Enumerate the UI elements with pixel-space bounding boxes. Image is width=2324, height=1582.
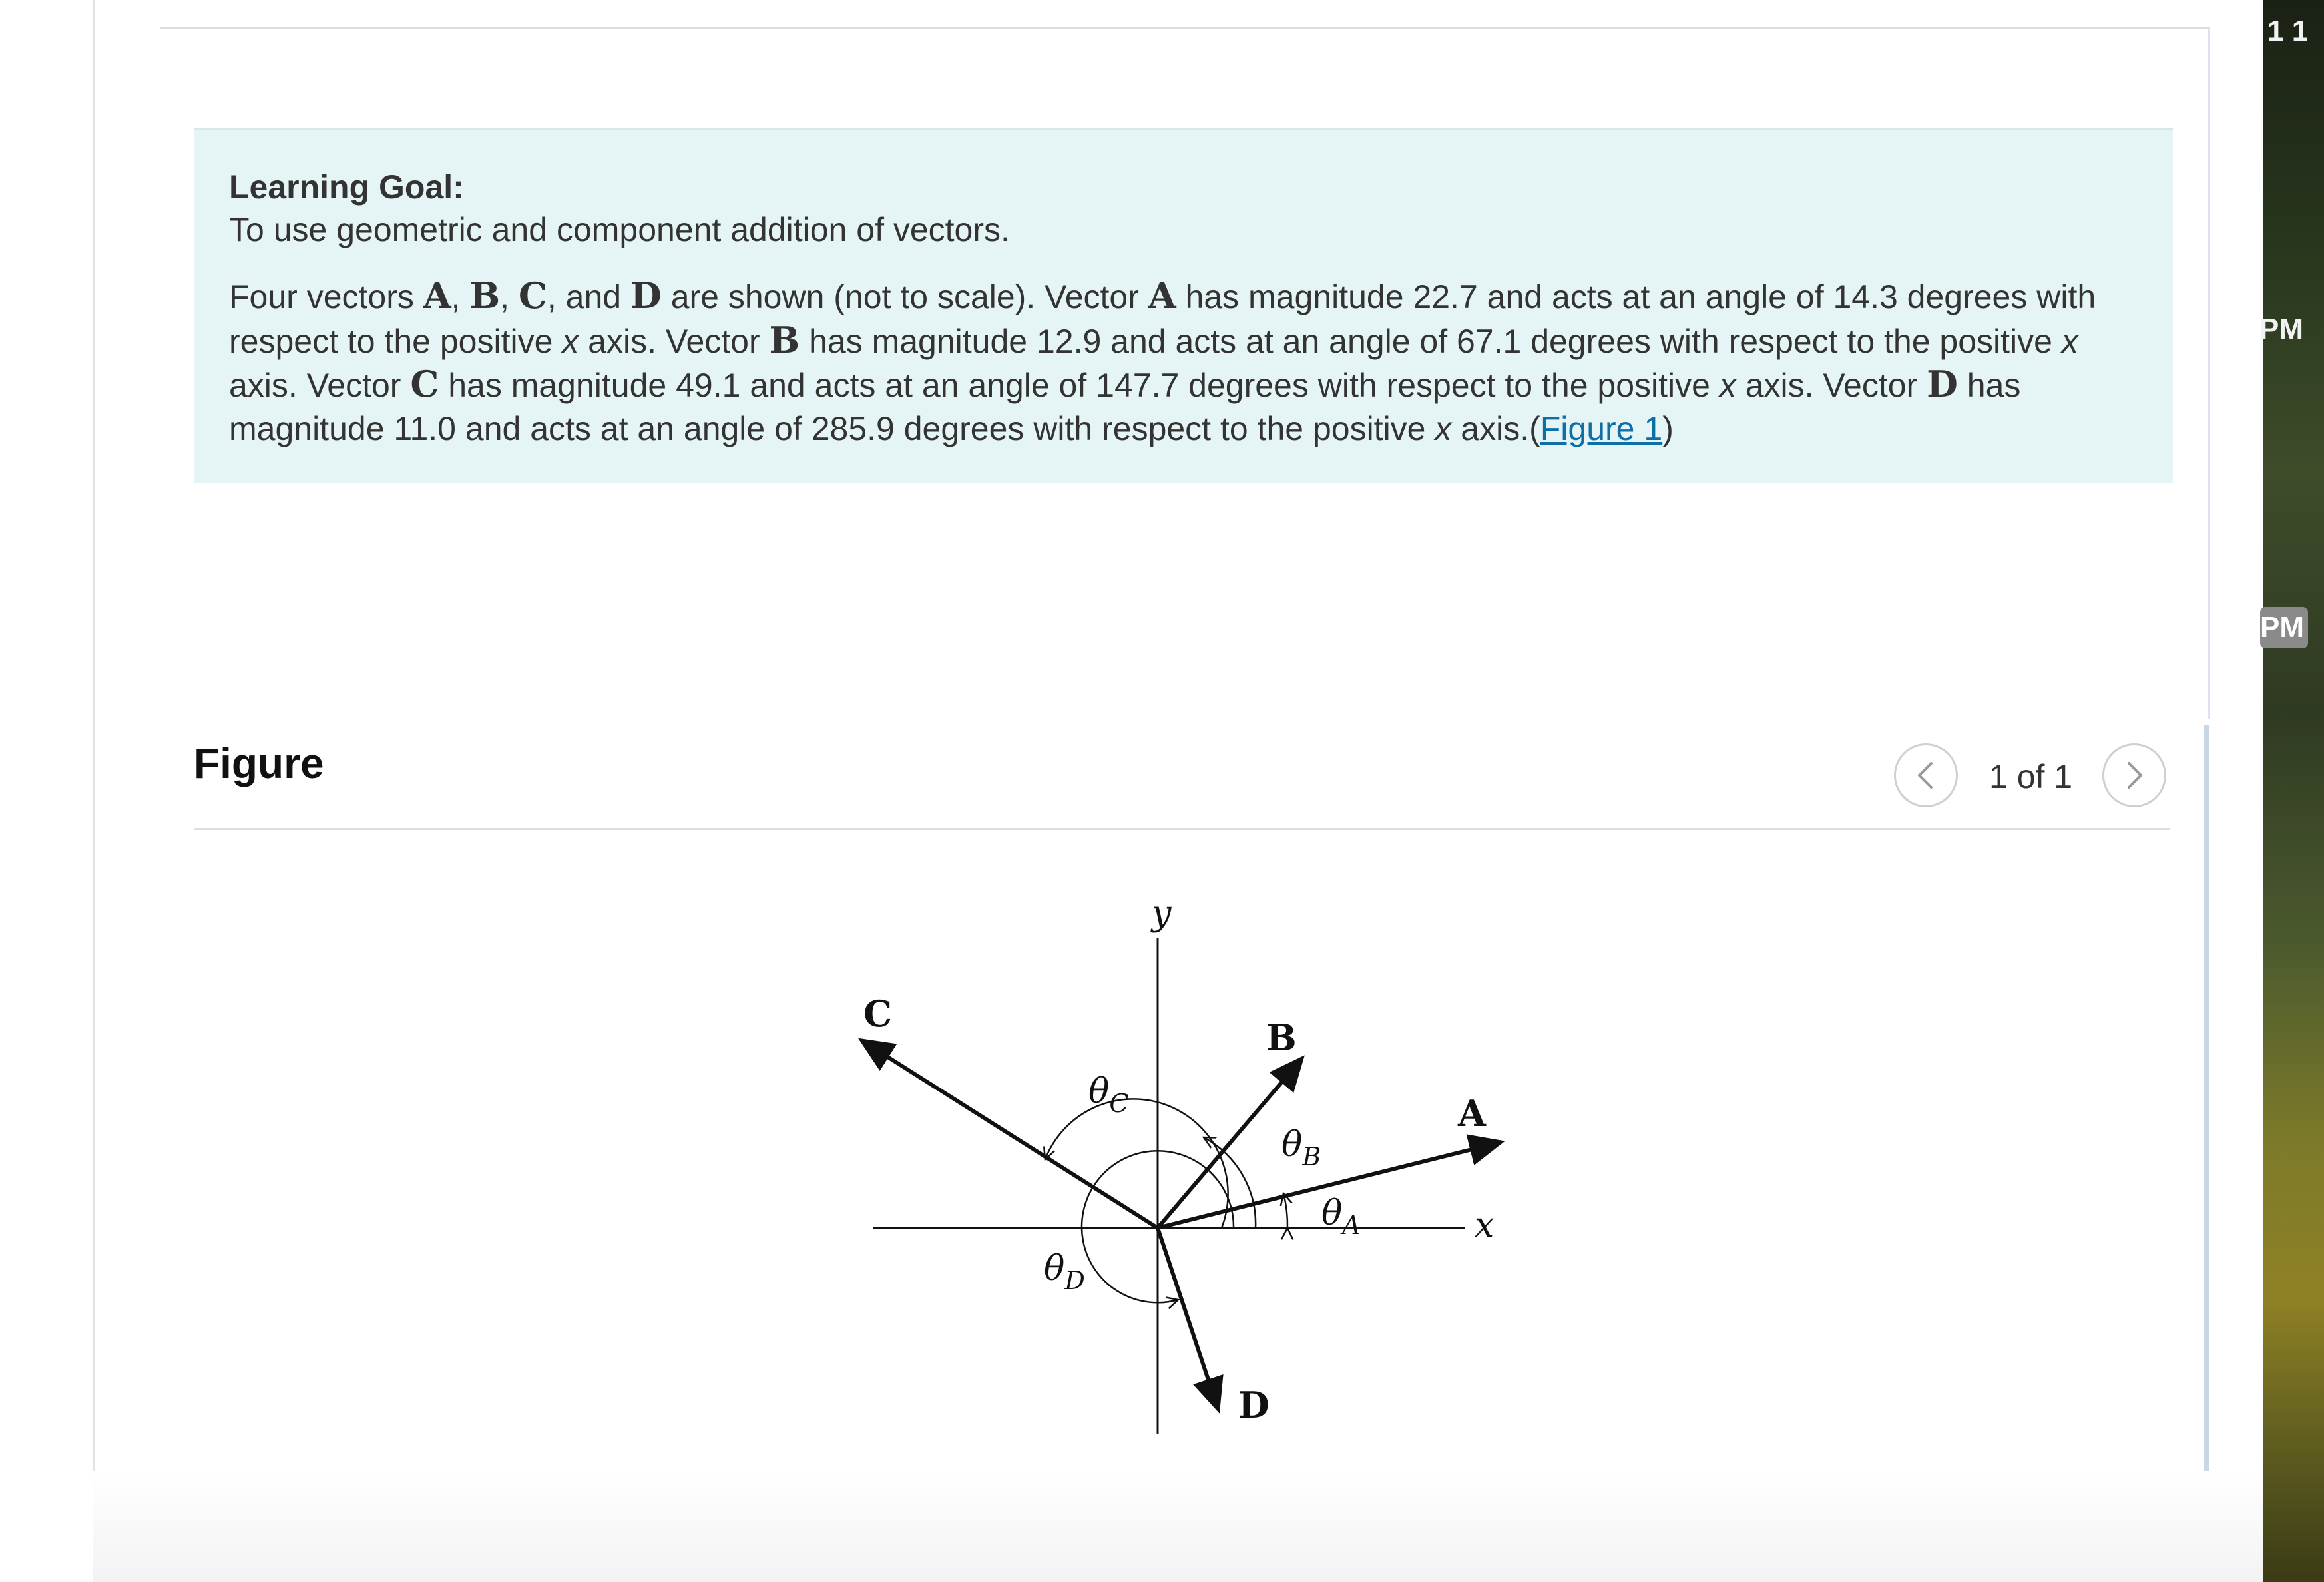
x-variable: x: [2061, 322, 2078, 360]
x-axis-label: x: [1475, 1205, 1495, 1245]
para-text: axis. Vector: [229, 367, 411, 404]
theta-c-subscript: C: [1109, 1089, 1129, 1118]
theta-a-subscript: A: [1342, 1211, 1361, 1240]
vector-d-arrow: [1158, 1228, 1218, 1410]
vector-c-label: C: [863, 992, 892, 1035]
theta-b-label: [1281, 1125, 1321, 1171]
scrollbar-track[interactable]: [2204, 725, 2209, 1531]
para-text: ,: [451, 278, 470, 315]
theta-d-label: [1044, 1249, 1085, 1295]
para-text: has magnitude 49.1 and acts at an angle of 147.7 degrees with respect to the positive: [439, 367, 1720, 404]
learning-goal-title: Learning Goal:: [229, 168, 464, 206]
chevron-right-icon: [2104, 745, 2164, 805]
theta-symbol: θ: [1044, 1249, 1065, 1288]
vector-symbol-c: C: [410, 363, 439, 405]
para-text: axis.(: [1451, 409, 1540, 447]
vector-symbol-d: D: [630, 274, 662, 317]
x-variable: x: [1719, 367, 1736, 404]
angle-arc-a: [1283, 1193, 1287, 1228]
theta-b-subscript: B: [1302, 1142, 1321, 1171]
para-text: Four vectors: [229, 278, 423, 315]
para-text: axis. Vector: [579, 322, 770, 360]
vector-symbol-a: A: [1148, 274, 1176, 317]
theta-symbol: θ: [1281, 1125, 1303, 1165]
left-gutter: [0, 0, 95, 1582]
para-text: ): [1662, 409, 1674, 447]
figure-1-link[interactable]: Figure 1: [1540, 409, 1663, 447]
para-text: has magnitude 22.7 and acts at an angle of 14.3 degrees with respect to the positive: [229, 278, 2096, 360]
vector-a-label: A: [1458, 1092, 1486, 1135]
theta-a-label: [1321, 1193, 1361, 1240]
theta-symbol: θ: [1321, 1193, 1343, 1233]
para-text: , and: [547, 278, 630, 315]
learning-goal-panel: [194, 128, 2173, 483]
para-text: has magnitude 12.9 and acts at an angle of 67.1 degrees with respect to the positive: [800, 322, 2062, 360]
figure-pager-count: 1 of 1: [1989, 758, 2073, 795]
right-border: [2208, 27, 2210, 719]
para-text: ,: [500, 278, 519, 315]
figure-heading: Figure: [194, 739, 324, 787]
theta-symbol: θ: [1088, 1072, 1110, 1111]
next-figure-button[interactable]: [2102, 743, 2166, 807]
y-axis-label: y: [1152, 894, 1172, 934]
theta-d-subscript: D: [1064, 1266, 1085, 1295]
desktop-background: [2259, 0, 2324, 1582]
previous-figure-button[interactable]: [1894, 743, 1958, 807]
bottom-fade: [93, 1471, 2263, 1582]
vector-symbol-a: A: [423, 274, 451, 317]
para-text: axis. Vector: [1736, 367, 1927, 404]
vector-symbol-d: D: [1927, 363, 1958, 405]
learning-goal-subtitle: To use geometric and component addition of vectors.: [229, 211, 1010, 248]
vector-symbol-b: B: [469, 274, 501, 317]
vector-d-label: D: [1238, 1384, 1270, 1426]
vector-symbol-b: B: [769, 318, 800, 361]
vector-symbol-c: C: [518, 274, 547, 317]
desktop-pm-label: PM: [2259, 313, 2303, 345]
figure-divider: [194, 828, 2170, 830]
top-divider: [160, 27, 2210, 29]
desktop-pm-badge: PM: [2260, 607, 2308, 648]
x-variable: x: [562, 322, 579, 360]
desktop-clock-label: 1 1: [2267, 15, 2309, 47]
para-text: are shown (not to scale). Vector: [661, 278, 1148, 315]
vector-c-arrow: [861, 1040, 1158, 1228]
x-variable: x: [1435, 409, 1452, 447]
para-text: has magnitude 11.0 and acts at an angle of 285.9 degrees with respect to the positive: [229, 367, 2021, 447]
theta-c-label: [1088, 1072, 1128, 1118]
problem-statement: [229, 274, 2146, 450]
vector-diagram: [845, 879, 1551, 1478]
vector-b-label: B: [1266, 1016, 1297, 1059]
chevron-left-icon: [1896, 745, 1956, 805]
